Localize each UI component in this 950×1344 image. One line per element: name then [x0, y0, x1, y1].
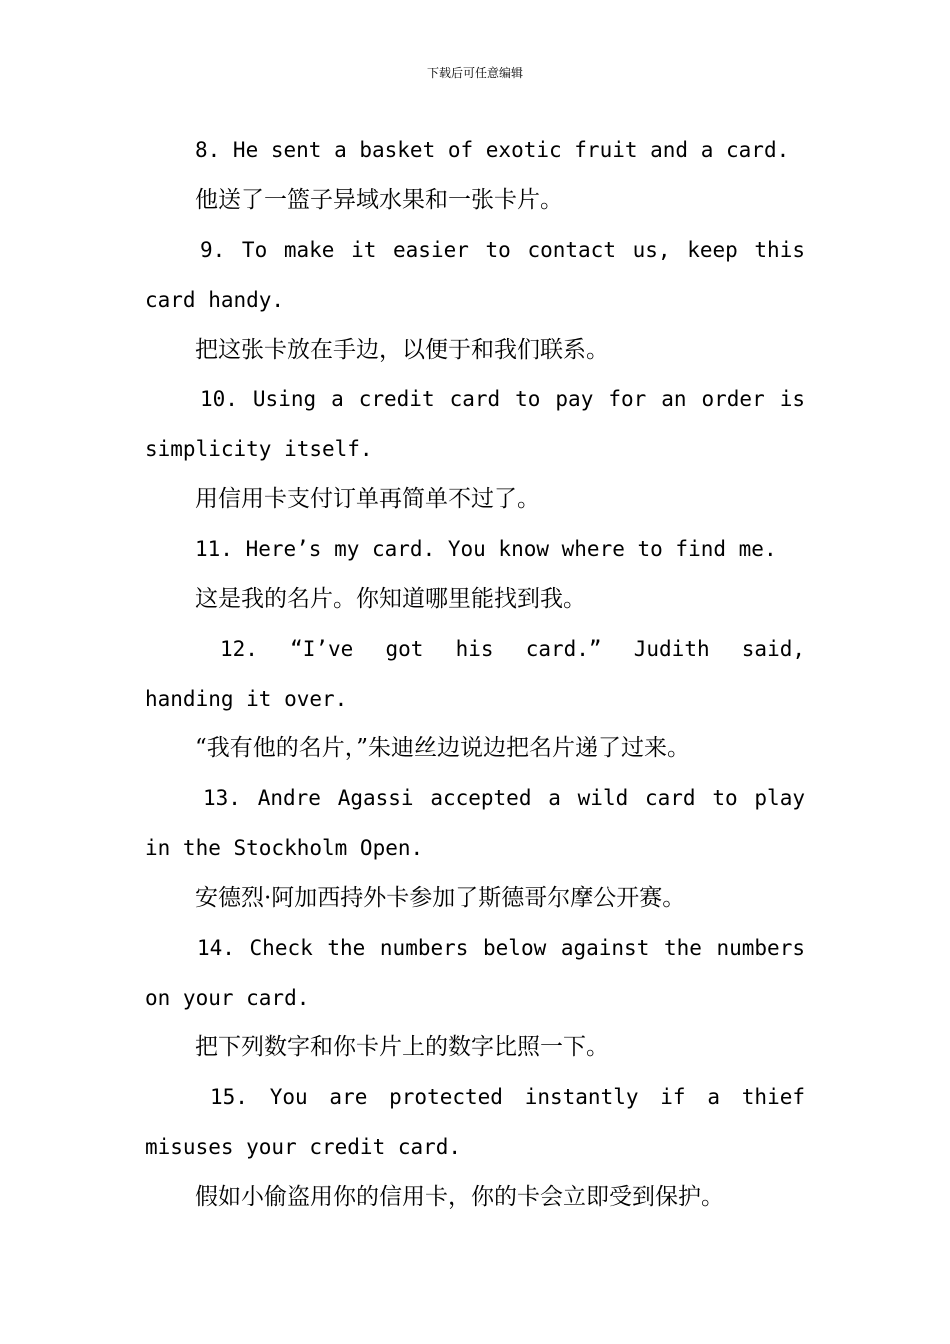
sentence-14-en: 14. Check the numbers below against the numbers: [197, 936, 805, 960]
sentence-11-en: 11. Here’s my card. You know where to find me.: [195, 537, 777, 561]
sentence-14-en-cont: on your card.: [145, 986, 310, 1010]
sentence-14-cn: 把下列数字和你卡片上的数字比照一下。: [195, 1034, 609, 1060]
sentence-10-en: 10. Using a credit card to pay for an order is: [200, 387, 805, 411]
sentence-8-cn: 他送了一篮子异域水果和一张卡片。: [195, 187, 563, 213]
sentence-15-en: 15. You are protected instantly if a thief: [210, 1085, 805, 1109]
sentence-12-en-cont: handing it over.: [145, 687, 348, 711]
sentence-15-cn: 假如小偷盗用你的信用卡，你的卡会立即受到保护。: [195, 1184, 724, 1210]
sentence-12-en: 12. “I’ve got his card.” Judith said,: [220, 637, 805, 661]
sentence-11-cn: 这是我的名片。你知道哪里能找到我。: [195, 586, 586, 612]
sentence-8-en: 8. He sent a basket of exotic fruit and a card.: [195, 138, 790, 162]
sentence-9-en-cont: card handy.: [145, 288, 285, 312]
sentence-13-cn: 安德烈·阿加西持外卡参加了斯德哥尔摩公开赛。: [195, 885, 686, 911]
sentence-9-cn: 把这张卡放在手边，以便于和我们联系。: [195, 337, 609, 363]
sentence-13-en-cont: in the Stockholm Open.: [145, 836, 424, 860]
sentence-12-cn: “我有他的名片，”朱迪丝边说边把名片递了过来。: [195, 735, 691, 761]
sentence-10-en-cont: simplicity itself.: [145, 437, 373, 461]
sentence-9-en: 9. To make it easier to contact us, keep this: [200, 238, 805, 262]
sentence-15-en-cont: misuses your credit card.: [145, 1135, 462, 1159]
sentence-10-cn: 用信用卡支付订单再简单不过了。: [195, 486, 540, 512]
page-header: 下载后可任意编辑: [426, 66, 523, 80]
sentence-13-en: 13. Andre Agassi accepted a wild card to play: [203, 786, 805, 810]
